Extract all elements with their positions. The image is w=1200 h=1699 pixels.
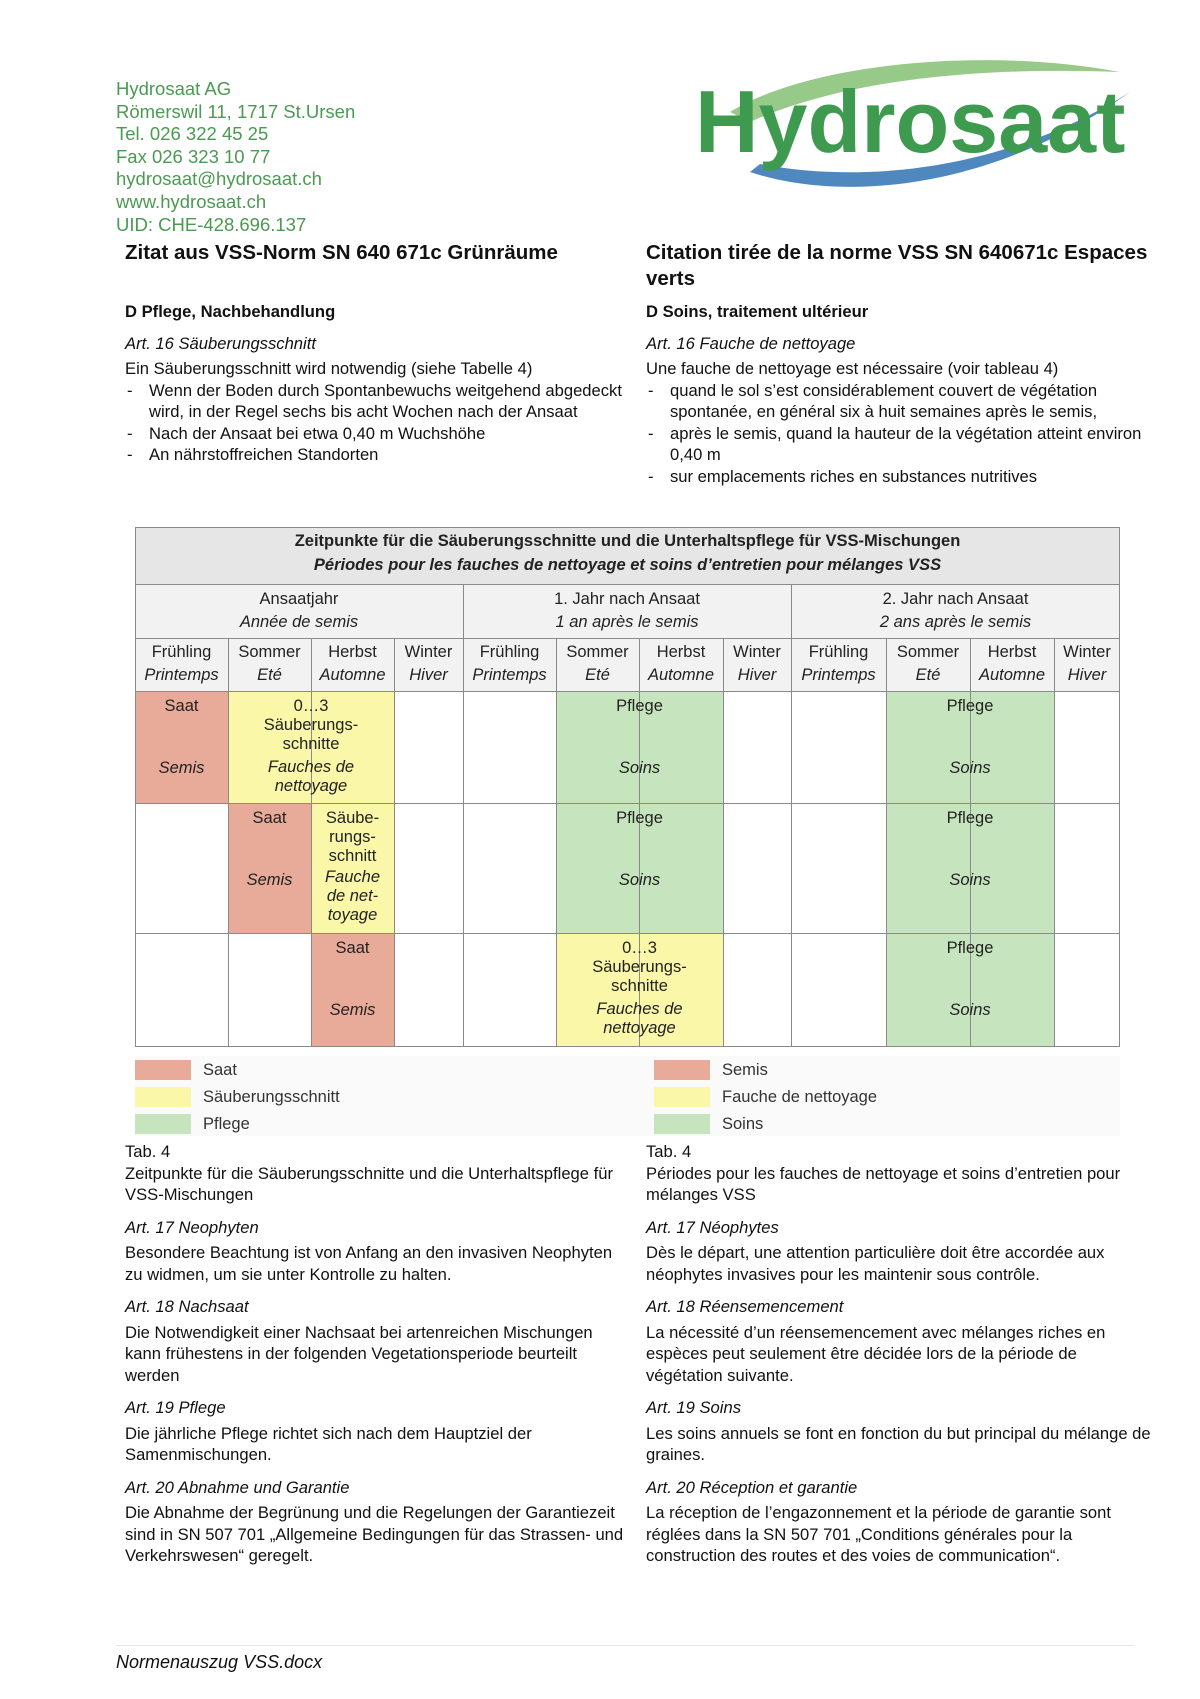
- tab-caption: Zeitpunkte für die Säuberungsschnitte und die Unterhaltspflege für VSS-Mischungen: [125, 1163, 613, 1204]
- schedule-table: [135, 527, 1120, 1047]
- art20-title: Art. 20 Abnahme und Garantie: [125, 1477, 350, 1497]
- legend-swatch-care: [135, 1114, 191, 1134]
- season-header: Herbst: [656, 643, 706, 661]
- care-label: Pflege: [616, 697, 663, 715]
- saat-label: Saat: [164, 697, 199, 715]
- legend-swatch-cut: [135, 1087, 191, 1107]
- legend-label: Saat: [203, 1061, 237, 1079]
- cut-label-fr: Fauches de nettoyage: [596, 1000, 683, 1037]
- care-label-fr: Soins: [618, 759, 661, 777]
- care-label: Pflege: [946, 939, 994, 957]
- season-header: Automne: [978, 666, 1046, 684]
- hydrosaat-logo: [690, 52, 1160, 202]
- right-column-top: [646, 240, 1151, 487]
- care-label-fr: Soins: [618, 871, 661, 889]
- left-section-heading: D Pflege, Nachbehandlung: [125, 302, 336, 321]
- legend-swatch-cut: [654, 1087, 710, 1107]
- season-header: Frühling: [479, 643, 540, 661]
- table-title-fr: Périodes pour les fauches de nettoyage et soins d’entretien pour mélanges VSS: [313, 556, 942, 574]
- art20-title: Art. 20 Réception et garantie: [646, 1477, 858, 1497]
- table-title-de: Zeitpunkte für die Säuberungsschnitte und die Unterhaltspflege für VSS-Mischungen: [294, 532, 961, 550]
- cut-label: Säuberungs-schnitte: [592, 958, 687, 995]
- art17-title: Art. 17 Néophytes: [646, 1217, 779, 1237]
- year-header-fr: 1 an après le semis: [555, 613, 699, 631]
- season-header: Herbst: [328, 643, 377, 661]
- art19-text: Die jährliche Pflege richtet sich nach dem Hauptziel der Samenmischungen.: [125, 1423, 532, 1464]
- left-art16-intro: Ein Säuberungsschnitt wird notwendig (siehe Tabelle 4): [125, 359, 533, 378]
- left-art16-title: Art. 16 Säuberungsschnitt: [125, 333, 316, 353]
- season-header: Hiver: [737, 666, 777, 684]
- saat-label: Saat: [252, 809, 287, 827]
- tab-label: Tab. 4: [646, 1142, 692, 1161]
- list-item: - An nährstoffreichen Standorten: [125, 444, 630, 466]
- logo-text: Hydrosaat: [695, 72, 1126, 171]
- legend: [135, 1056, 1120, 1136]
- art17-title: Art. 17 Neophyten: [125, 1217, 259, 1237]
- art19-text: Les soins annuels se font en fonction du but principal du mélange de graines.: [646, 1423, 1151, 1464]
- left-art16-list: [125, 380, 630, 466]
- tab-label: Tab. 4: [125, 1142, 171, 1161]
- list-item: - après le semis, quand la hauteur de la végétation atteint environ 0,40 m: [646, 423, 1151, 466]
- art18-title: Art. 18 Nachsaat: [125, 1297, 249, 1316]
- cut-short-label-fr: Fauche de net-toyage: [324, 868, 381, 924]
- art19-title: Art. 19 Soins: [646, 1398, 742, 1417]
- year-header-de: 2. Jahr nach Ansaat: [882, 590, 1029, 608]
- legend-label: Pflege: [203, 1115, 250, 1133]
- season-header: Frühling: [151, 643, 212, 661]
- year-header-fr: 2 ans après le semis: [879, 613, 1032, 631]
- art18-text: Die Notwendigkeit einer Nachsaat bei artenreichen Mischungen kann frühestens in der folgenden Vegetationsperiode beurteilt werden: [125, 1322, 593, 1385]
- email-link[interactable]: hydrosaat@hydrosaat.ch: [116, 168, 322, 190]
- address-line: Römerswil 11, 1717 St.Ursen: [116, 100, 356, 122]
- season-header: Winter: [1063, 643, 1111, 661]
- year-header-fr: Année de semis: [239, 613, 359, 631]
- left-column-top: [125, 240, 630, 466]
- legend-swatch-saat: [135, 1060, 191, 1080]
- season-header: Winter: [733, 643, 781, 661]
- season-header: Sommer: [896, 643, 960, 661]
- year-header-de: 1. Jahr nach Ansaat: [554, 590, 700, 608]
- care-label-fr: Soins: [949, 1001, 991, 1019]
- right-art16-list: [646, 380, 1151, 488]
- season-header: Eté: [585, 666, 610, 684]
- list-item: - Wenn der Boden durch Spontanbewuchs weitgehend abgedeckt wird, in der Regel sechs bis acht Wochen nach der Ansaat: [125, 380, 630, 423]
- legend-label: Soins: [722, 1115, 764, 1133]
- legend-label: Säuberungsschnitt: [203, 1088, 340, 1106]
- address-line: Fax 026 323 10 77: [116, 145, 271, 167]
- care-label: Pflege: [946, 809, 994, 827]
- right-art16-intro: Une fauche de nettoyage est nécessaire (voir tableau 4): [646, 359, 1059, 378]
- saat-label-fr: Semis: [246, 871, 293, 889]
- cut-label-fr: Fauches de nettoyage: [267, 758, 355, 795]
- season-header: Eté: [915, 666, 941, 684]
- season-header: Frühling: [808, 643, 869, 661]
- legend-label: Semis: [722, 1061, 768, 1079]
- address-line: Tel. 026 322 45 25: [116, 123, 269, 145]
- art19-title: Art. 19 Pflege: [125, 1398, 226, 1417]
- art18-title: Art. 18 Réensemencement: [646, 1297, 844, 1316]
- legend-label: Fauche de nettoyage: [722, 1088, 878, 1106]
- season-header: Hiver: [1067, 666, 1107, 684]
- address-line: Hydrosaat AG: [116, 78, 232, 99]
- care-label: Pflege: [616, 809, 663, 827]
- care-label-fr: Soins: [949, 871, 991, 889]
- legend-swatch-care: [654, 1114, 710, 1134]
- year-header-de: Ansaatjahr: [259, 590, 339, 608]
- art18-text: La nécessité d’un réensemencement avec mélanges riches en espèces peut seulement être décidée lors de la période de végétation suivante.: [646, 1322, 1106, 1385]
- saat-label-fr: Semis: [329, 1001, 376, 1019]
- right-section-heading: D Soins, traitement ultérieur: [646, 302, 869, 321]
- season-header: Printemps: [144, 666, 219, 684]
- footer-filename: Normenauszug VSS.docx: [116, 1652, 323, 1672]
- right-title: Citation tirée de la norme VSS SN 640671c Espaces verts: [646, 241, 1148, 290]
- season-header: Sommer: [566, 643, 629, 661]
- cut-label: Säuberungs-schnitte: [263, 716, 359, 753]
- art17-text: Besondere Beachtung ist von Anfang an den invasiven Neophyten zu widmen, um sie unter Kontrolle zu halten.: [125, 1243, 613, 1284]
- saat-label: Saat: [335, 939, 370, 957]
- cut-short-label: Säube-rungs-schnitt: [325, 809, 380, 865]
- right-art16-title: Art. 16 Fauche de nettoyage: [646, 333, 856, 353]
- list-item: - sur emplacements riches en substances nutritives: [646, 466, 1151, 488]
- cut-count: 0…3: [293, 697, 329, 715]
- website-link[interactable]: www.hydrosaat.ch: [116, 190, 267, 212]
- art17-text: Dès le départ, une attention particulière doit être accordée aux néophytes invasives pour les maintenir sous contrôle.: [646, 1243, 1105, 1284]
- season-header: Printemps: [801, 666, 876, 684]
- care-label-fr: Soins: [949, 759, 991, 777]
- legend-swatch-saat: [654, 1060, 710, 1080]
- care-label: Pflege: [946, 697, 994, 715]
- list-item: - Nach der Ansaat bei etwa 0,40 m Wuchshöhe: [125, 423, 630, 445]
- season-header: Automne: [647, 666, 715, 684]
- company-address: [116, 78, 355, 236]
- address-line: UID: CHE-428.696.137: [116, 213, 307, 235]
- left-title: Zitat aus VSS-Norm SN 640 671c Grünräume: [125, 241, 558, 264]
- season-header: Hiver: [409, 666, 448, 684]
- cut-count: 0…3: [622, 939, 657, 957]
- saat-label-fr: Semis: [158, 759, 205, 777]
- tab-caption: Périodes pour les fauches de nettoyage et soins d’entretien pour mélanges VSS: [646, 1163, 1121, 1204]
- season-header: Sommer: [238, 643, 301, 661]
- season-header: Printemps: [472, 666, 547, 684]
- left-column-bottom: [125, 1141, 630, 1567]
- footer-divider: [116, 1645, 1134, 1646]
- art20-text: La réception de l’engazonnement et la période de garantie sont réglées dans la SN 507 701 „Conditions générales pour la construction des routes et des voies de communication“.: [646, 1503, 1111, 1565]
- season-header: Automne: [319, 666, 386, 684]
- season-header: Eté: [257, 666, 282, 684]
- season-header: Herbst: [987, 643, 1037, 661]
- season-header: Winter: [404, 643, 453, 661]
- right-column-bottom: [646, 1141, 1151, 1567]
- art20-text: Die Abnahme der Begrünung und die Regelungen der Garantiezeit sind in SN 507 701 „Allgemeine Bedingungen für das Strassen- und Verkehrswesen“ geregelt.: [125, 1503, 624, 1565]
- list-item: - quand le sol s’est considérablement couvert de végétation spontanée, en général six à huit semaines après le semis,: [646, 380, 1151, 423]
